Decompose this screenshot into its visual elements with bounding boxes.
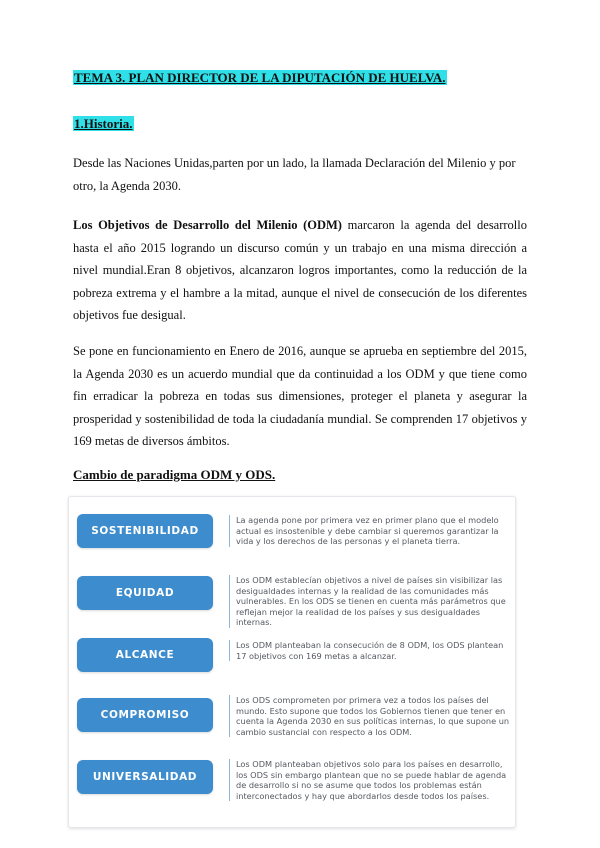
comparison-description: Los ODM establecían objetivos a nivel de países sin visibilizar las desigualdades internas y la realidad de las comunidades más vulnerables. En los ODS se tienen en cuenta más parámetros que reflejan mejor la realidad de los países y sus desigualdades internas. [229,575,512,628]
comparison-description: La agenda pone por primera vez en primer plano que el modelo actual es insostenible y debe cambiar si queremos garantizar la vida y los derechos de las personas y el planeta tierra. [229,515,512,547]
comparison-description: Los ODM planteaban objetivos solo para los países en desarrollo, los ODS sin embargo plantean que no se puede hablar de agenda de desarrollo si no se asume que todos los problemas están interconectados y hay que abordarlos desde todos los países. [229,759,512,801]
odm-paragraph [73,214,527,327]
section-title-text: 1.Historia. [74,116,133,131]
intro-paragraph: Desde las Naciones Unidas,parten por un lado, la llamada Declaración del Milenio y por otro, la Agenda 2030. [73,156,516,193]
chapter-title-text: TEMA 3. PLAN DIRECTOR DE LA DIPUTACIÓN DE HUELVA. [74,70,446,85]
subsection-title: Cambio de paradigma ODM y ODS. [73,467,276,482]
comparison-description: Los ODS comprometen por primera vez a todos los países del mundo. Esto supone que todos los Gobiernos tienen que tener en cuenta la Agenda 2030 en sus políticas internas, lo que supone un cambio sustancial con respecto a los ODM. [229,695,512,737]
odm-paragraph-text: marcaron la agenda del desarrollo hasta el año 2015 logrando un discurso común y un trabajo en una misma dirección a nivel mundial.Eran 8 objetivos, alcanzaron logros importantes, como la reducción de la pobreza extrema y el hambre a la mitad, aunque el nivel de consecución de los diferentes objetivos fue desigual. [73,218,527,322]
comparison-label-pill: COMPROMISO [77,698,213,732]
comparison-row [69,573,515,628]
agenda-paragraph: Se pone en funcionamiento en Enero de 2016, aunque se aprueba en septiembre del 2015, la Agenda 2030 es un acuerdo mundial que da continuidad a los ODM y que tiene como fin erradicar la pobreza en todas sus dimensiones, proteger el planeta y asegurar la prosperidad y sostenibilidad de toda la ciudadanía mundial. Se comprenden 17 objetivos y 169 metas de diversos ámbitos. [73,344,527,448]
paradigm-comparison-figure [68,496,516,828]
comparison-label-pill: UNIVERSALIDAD [77,760,213,794]
comparison-label-pill: EQUIDAD [77,576,213,610]
comparison-label-pill: SOSTENIBILIDAD [77,514,213,548]
section-title [73,116,134,132]
comparison-description: Los ODM planteaban la consecución de 8 ODM, los ODS plantean 17 objetivos con 169 metas a alcanzar. [229,640,512,661]
comparison-label-pill: ALCANCE [77,638,213,672]
comparison-row [69,759,515,809]
comparison-row [69,637,515,687]
odm-term: Los Objetivos de Desarrollo del Milenio (ODM) [73,218,342,232]
comparison-row [69,513,515,563]
comparison-row [69,695,515,745]
chapter-title [73,70,447,86]
